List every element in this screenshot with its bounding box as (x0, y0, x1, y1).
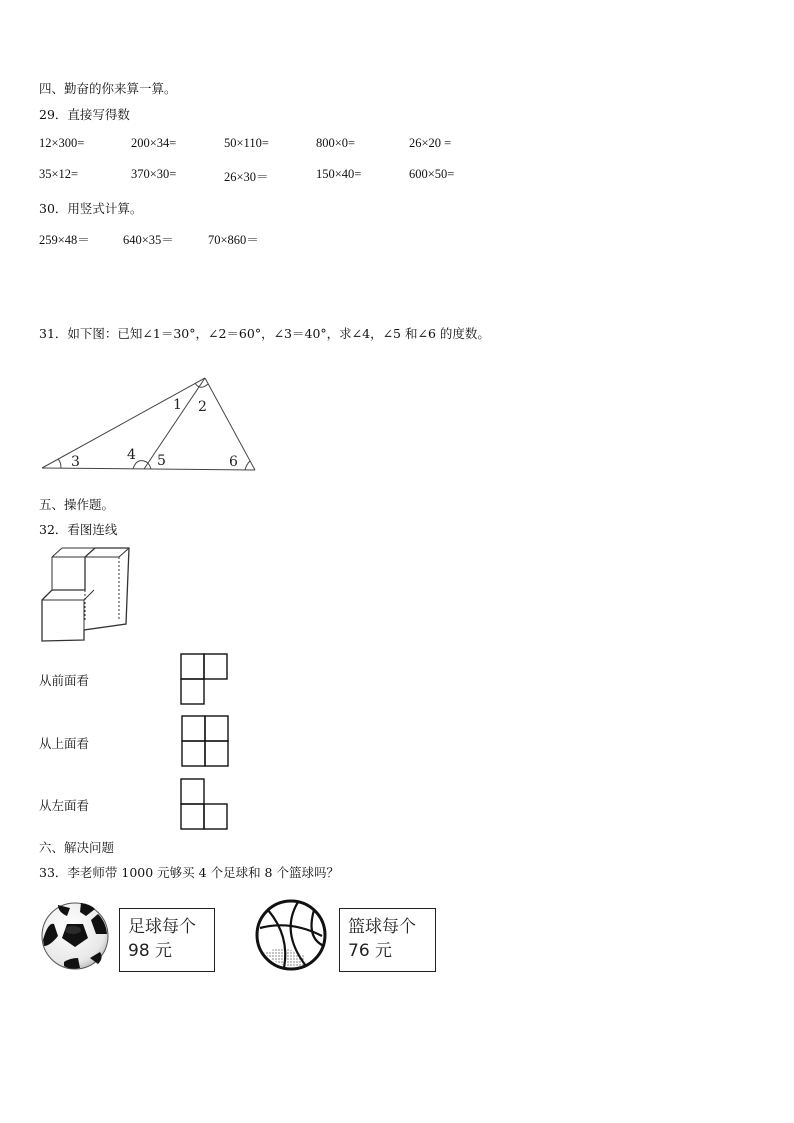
basketball-price-label: 篮球每个 (348, 917, 416, 937)
section6-heading: 六、解决问题 (39, 840, 115, 855)
angle-label-1: 1 (173, 397, 182, 413)
calc-item: 12×300= (39, 136, 85, 150)
angle-label-2: 2 (198, 399, 207, 415)
calc-item: 800×0= (316, 136, 356, 150)
basketball-price-value: 76 元 (348, 941, 393, 961)
view-shape-a[interactable] (181, 654, 227, 704)
q31-title: 31．如下图：已知∠1＝30°，∠2＝60°，∠3＝40°，求∠4，∠5 和∠6 的度数。 (39, 326, 490, 341)
vertical-calc-item: 259×48＝ (39, 233, 90, 247)
q32-title: 32．看图连线 (39, 522, 118, 537)
vertical-calc-item: 70×860＝ (208, 233, 259, 247)
calc-item: 50×110= (224, 136, 269, 150)
calc-item: 600×50= (409, 167, 455, 181)
view-label-left: 从左面看 (39, 798, 90, 813)
calc-item: 26×30＝ (224, 170, 269, 184)
view-label-front: 从前面看 (39, 673, 90, 688)
view-shapes (0, 0, 240, 840)
calc-item: 200×34= (131, 136, 177, 150)
section5-heading: 五、操作题。 (39, 497, 115, 512)
football-price-box (119, 908, 215, 972)
angle-label-4: 4 (127, 447, 136, 463)
angle-label-6: 6 (229, 454, 238, 470)
q30-title: 30．用竖式计算。 (39, 201, 143, 216)
section4-heading: 四、勤奋的你来算一算。 (39, 81, 177, 96)
angle-label-5: 5 (157, 453, 166, 469)
vertical-calc-item: 640×35＝ (123, 233, 174, 247)
view-shape-c[interactable] (181, 779, 227, 829)
football-price-value: 98 元 (128, 941, 173, 961)
calc-item: 35×12= (39, 167, 79, 181)
calc-item: 26×20 = (409, 136, 452, 150)
basketball-icon (254, 898, 328, 974)
football-icon (40, 900, 112, 972)
angle-label-3: 3 (71, 454, 80, 470)
view-label-top: 从上面看 (39, 736, 90, 751)
football-price-label: 足球每个 (128, 917, 196, 937)
calc-item: 370×30= (131, 167, 177, 181)
q33-title: 33．李老师带 1000 元够买 4 个足球和 8 个篮球吗？ (39, 865, 339, 880)
view-shape-b[interactable] (182, 716, 228, 766)
basketball-price-box (339, 908, 436, 972)
q29-title: 29．直接写得数 (39, 107, 130, 122)
calc-item: 150×40= (316, 167, 362, 181)
